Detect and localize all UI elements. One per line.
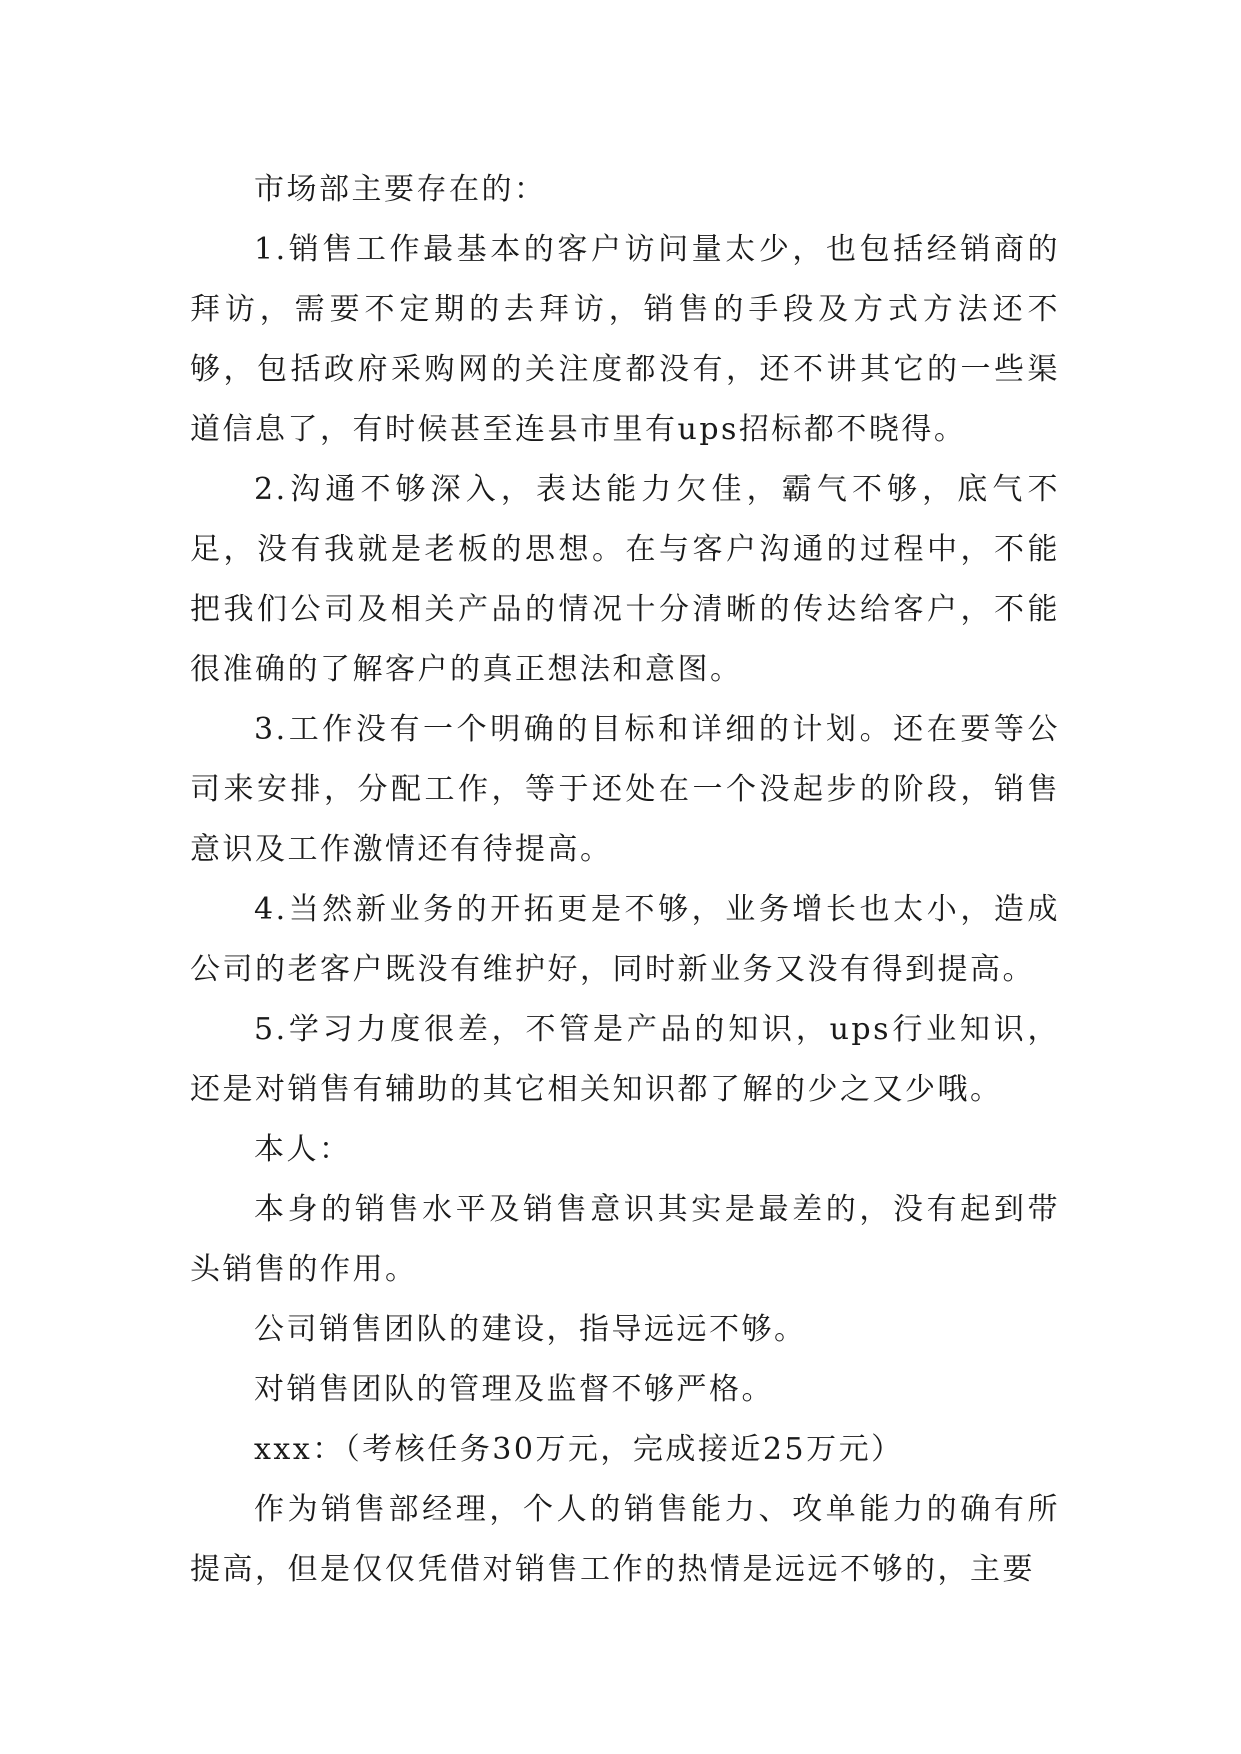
- paragraph-manager: 作为销售部经理，个人的销售能力、攻单能力的确有所提高，但是仅仅凭借对销售工作的热情是远远不够的，主要: [190, 1492, 1060, 1587]
- paragraph-self-1: 本身的销售水平及销售意识其实是最差的，没有起到带头销售的作用。: [190, 1192, 1060, 1287]
- paragraph-heading-xxx: xxx：（考核任务30万元，完成接近25万元）: [254, 1432, 904, 1467]
- paragraph-item-3: 3.工作没有一个明确的目标和详细的计划。还在要等公司来安排，分配工作，等于还处在一个没起步的阶段，销售意识及工作激情还有待提高。: [190, 712, 1060, 867]
- paragraph-self-3: 对销售团队的管理及监督不够严格。: [254, 1372, 774, 1407]
- document-body: [190, 160, 1060, 1600]
- paragraph-item-2: 2.沟通不够深入，表达能力欠佳，霸气不够，底气不足，没有我就是老板的思想。在与客户沟通的过程中，不能把我们公司及相关产品的情况十分清晰的传达给客户，不能很准确的了解客户的真正想法和意图。: [190, 472, 1060, 687]
- paragraph-item-4: 4.当然新业务的开拓更是不够，业务增长也太小，造成公司的老客户既没有维护好，同时新业务又没有得到提高。: [190, 892, 1060, 987]
- paragraph-heading-self: 本人：: [254, 1132, 352, 1167]
- paragraph-item-5: 5.学习力度很差，不管是产品的知识，ups行业知识，还是对销售有辅助的其它相关知识都了解的少之又少哦。: [190, 1012, 1060, 1107]
- paragraph-item-1: 1.销售工作最基本的客户访问量太少，也包括经销商的拜访，需要不定期的去拜访，销售的手段及方式方法还不够，包括政府采购网的关注度都没有，还不讲其它的一些渠道信息了，有时候甚至连县市里有ups招标都不晓得。: [190, 232, 1060, 447]
- paragraph-heading-market-dept: 市场部主要存在的：: [254, 172, 547, 207]
- paragraph-self-2: 公司销售团队的建设，指导远远不够。: [254, 1312, 807, 1347]
